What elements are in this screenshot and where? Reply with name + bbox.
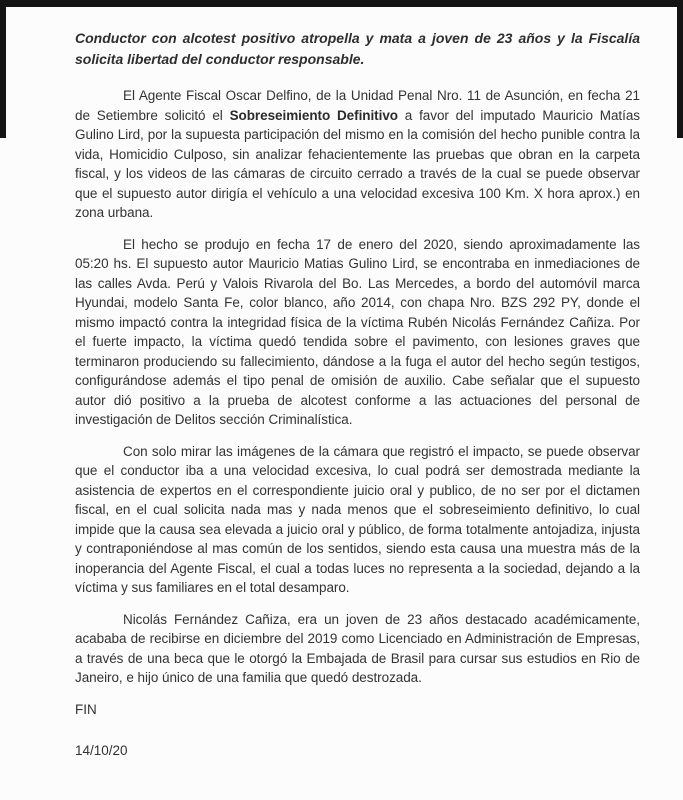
- paragraph-1-text-after-bold: a favor del imputado Mauricio Matías Gulino Lird, por la supuesta participación del mismo en la comisión del hecho punible contra la vida, Homicidio Culposo, sin analizar fehacientemente las pruebas que obran en la carpeta fiscal, y los videos de las cámaras de circuito cerrado a través de la cual se puede observar que el supuesto autor dirigía el vehículo a una velocidad excesiva 100 Km. X hora aprox.) en zona urbana.: [75, 107, 640, 220]
- scan-border-top: [0, 0, 683, 7]
- document-date: 14/10/20: [75, 743, 128, 758]
- document-content: [75, 28, 640, 761]
- paragraph-2: El hecho se produjo en fecha 17 de enero del 2020, siendo aproximadamente las 05:20 hs. El supuesto autor Mauricio Matias Gulino Lird, se encontraba en inmediaciones de las calles Avda. Perú y Valois Rivarola del Bo. Las Mercedes, a bordo del automóvil marca Hyundai, modelo Santa Fe, color blanco, año 2014, con chapa Nro. BZS 292 PY, donde el mismo impactó contra la integridad física de la víctima Rubén Nicolás Fernández Cañiza. Por el fuerte impacto, la víctima quedó tendida sobre el pavimento, con lesiones graves que terminaron produciendo su fallecimiento, dándose a la fuga el autor del hecho según testigos, configurándose además el tipo penal de omisión de auxilio. Cabe señalar que el supuesto autor dió positivo a la prueba de alcotest conforme a las actuaciones del personal de investigación de Delitos sección Criminalística.: [75, 236, 640, 427]
- paragraph-4: Nicolás Fernández Cañiza, era un joven de 23 años destacado académicamente, acababa de recibirse en diciembre del 2019 como Licenciado en Administración de Empresas, a través de una beca que le otorgó la Embajada de Brasil para cursar sus estudios en Rio de Janeiro, e hijo único de una familia que quedó destrozada.: [75, 611, 640, 685]
- document-title: Conductor con alcotest positivo atropella y mata a joven de 23 años y la Fiscalía solicita libertad del conductor responsable.: [75, 30, 640, 67]
- paragraph-1: [75, 86, 640, 223]
- paragraph-3: Con solo mirar las imágenes de la cámara que registró el impacto, se puede observar que el conductor iba a una velocidad excesiva, lo cual podrá ser demostrada mediante la asistencia de expertos en el correspondiente juicio oral y publico, de no ser por el dictamen fiscal, en el cual solicita nada mas y nada menos que el sobreseimiento definitivo, lo cual impide que la causa sea elevada a juicio oral y público, de forma totalmente antojadiza, injusta y contraponiéndose al mas común de los sentidos, siendo esta causa una muestra más de la inoperancia del Agente Fiscal, el cual a todas luces no representa a la sociedad, dejando a la víctima y sus familiares en el total desamparo.: [75, 443, 640, 595]
- paragraph-1-text-before-bold: El Agente Fiscal Oscar Delfino, de la Unidad Penal Nro. 11 de Asunción, en fecha 21 de Setiembre solicitó el: [75, 88, 640, 123]
- paragraph-1-bold-phrase: Sobreseimiento Definitivo: [229, 107, 398, 123]
- scan-border-right: [677, 0, 683, 138]
- scan-border-left: [0, 0, 6, 138]
- document-end-marker: FIN: [75, 701, 97, 717]
